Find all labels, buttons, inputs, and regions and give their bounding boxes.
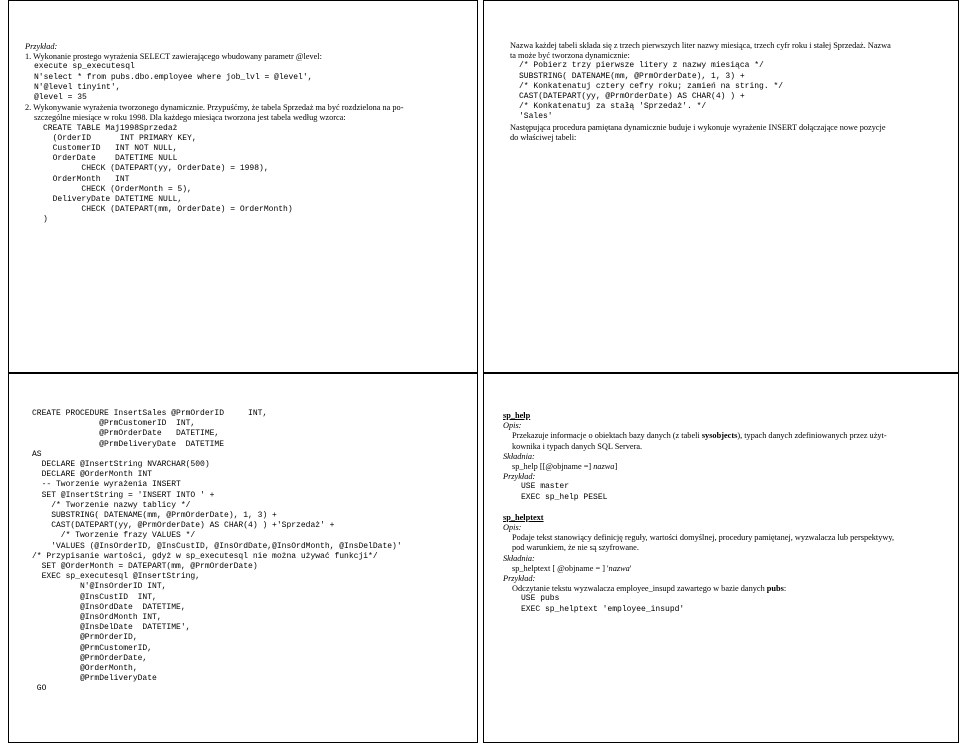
code-line: N'select * from pubs.dbo.employee where job_lvl = @level', [34, 72, 313, 82]
code-line: OrderDate DATETIME NULL [43, 154, 178, 164]
syntax-label: Składnia: [503, 553, 535, 563]
slide-top-right [483, 0, 959, 373]
code-line: (OrderID INT PRIMARY KEY, [43, 133, 197, 143]
paragraph-cont: ta może być tworzona dynamicznie: [510, 51, 630, 61]
code-line: @PrmOrderDate DATETIME, [32, 429, 220, 439]
code-line: N'@level tinyint', [34, 82, 121, 92]
code-line: SUBSTRING( DATENAME(mm, @PrmOrderDate), 1, 3) + [519, 71, 745, 81]
slide-top-left [8, 0, 478, 373]
description: Przekazuje informacje o obiektach bazy danych (z tabeli sysobjects), typach danych zdefiniowanych przez użyt- [512, 431, 887, 441]
code-line: @PrmOrderDate, [32, 653, 148, 663]
code-line: CHECK (DATEPART(mm, OrderDate) = OrderMonth) [43, 205, 293, 215]
description-label: Opis: [503, 421, 522, 431]
example-label: Przykład: [25, 42, 58, 51]
description: Podaje tekst stanowiący definicję reguły, wartości domyślnej, procedury pamiętanej, wyzwalacza lub perspektywy, [512, 533, 895, 543]
paragraph-cont: do właściwej tabeli: [510, 132, 577, 142]
example-item-2: 2. Wykonywanie wyrażenia tworzonego dynamicznie. Przypuśćmy, że tabela Sprzedaż ma być rozdzielona na po- [25, 103, 404, 113]
code-line: @OrderMonth, [32, 664, 138, 674]
sp-help-title: sp_help [503, 411, 531, 420]
code-line: /* Pobierz trzy pierwsze litery z nazwy miesiąca */ [519, 61, 764, 71]
code-line: /* Tworzenie nazwy tablicy */ [32, 500, 191, 510]
code-line: USE pubs [521, 594, 560, 604]
paragraph: Nazwa każdej tabeli składa się z trzech pierwszych liter nazwy miesiąca, trzech cyfr roku i stałej Sprzedaż. Nazwa [510, 41, 891, 50]
code-line: USE master [521, 482, 570, 492]
code-line: CAST(DATEPART(yy, @PrmOrderDate) AS CHAR(4) ) + [519, 92, 745, 102]
code-line: CREATE PROCEDURE InsertSales @PrmOrderID INT, [32, 409, 268, 418]
code-line: @InsCustID INT, [32, 592, 157, 602]
code-line: /* Przypisanie wartości, gdyż w sp_executesql nie można używać funkcji*/ [32, 551, 378, 561]
syntax: sp_help [[@objname =] nazwa] [512, 462, 618, 472]
example-item-2-cont: szczególne miesiące w roku 1998. Dla każdego miesiąca tworzona jest tabela według wzorca: [34, 113, 346, 123]
sp-helptext-title: sp_helptext [503, 512, 544, 522]
code-line: @InsOrdMonth INT, [32, 613, 162, 623]
code-line: @PrmOrderID, [32, 633, 138, 643]
example-label: Przykład: [503, 472, 536, 482]
code-line: ) [43, 215, 48, 225]
code-line: CREATE TABLE Maj1998Sprzedaż [43, 123, 178, 133]
code-line: 'VALUES (@InsOrderID, @InsCustID, @InsOrdDate,@InsOrdMonth, @InsDelDate)' [32, 541, 402, 551]
code-line: @PrmCustomerID, [32, 643, 153, 653]
code-line: CHECK (DATEPART(yy, OrderDate) = 1998), [43, 164, 269, 174]
paragraph: Następująca procedura pamiętana dynamicznie buduje i wykonuje wyrażenie INSERT dołączające nowe pozycje [510, 122, 886, 132]
code-line: CHECK (OrderMonth = 5), [43, 184, 192, 194]
code-line: @PrmDeliveryDate DATETIME [32, 439, 225, 449]
code-line: /* Konkatenatuj za stałą 'Sprzedaż'. */ [519, 102, 707, 112]
code-line: execute sp_executesql [34, 62, 135, 72]
code-line: @PrmCustomerID INT, [32, 419, 196, 429]
code-line: SET @InsertString = 'INSERT INTO ' + [32, 490, 215, 500]
code-line: SUBSTRING( DATENAME(mm, @PrmOrderDate), 1, 3) + [32, 511, 277, 521]
code-line: EXEC sp_help PESEL [521, 492, 608, 502]
example-item-1: 1. Wykonanie prostego wyrażenia SELECT zawierającego wbudowany parametr @level: [25, 52, 322, 62]
code-line: 'Sales' [519, 112, 553, 122]
code-line: @InsDelDate DATETIME', [32, 623, 191, 633]
syntax-label: Składnia: [503, 451, 535, 461]
code-line: EXEC sp_helptext 'employee_insupd' [521, 604, 685, 614]
code-line: @level = 35 [34, 93, 87, 103]
code-line: /* Konkatenatuj cztery cefry roku; zamień na string. */ [519, 81, 784, 91]
example-label: Przykład: [503, 574, 536, 584]
description-cont: pod warunkiem, że nie są szyfrowane. [512, 543, 639, 553]
code-line: DeliveryDate DATETIME NULL, [43, 195, 183, 205]
code-line: @InsOrdDate DATETIME, [32, 602, 186, 612]
code-line: CustomerID INT NOT NULL, [43, 144, 178, 154]
description-cont: kownika i typach danych SQL Servera. [512, 441, 643, 451]
code-line: CAST(DATEPART(yy, @PrmOrderDate) AS CHAR(4) ) +'Sprzedaż' + [32, 521, 335, 531]
code-line: @PrmDeliveryDate [32, 674, 157, 684]
code-line: DECLARE @InsertString NVARCHAR(500) [32, 460, 210, 470]
example-description: Odczytanie tekstu wyzwalacza employee_insupd zawartego w bazie danych pubs: [512, 584, 787, 594]
slide-top-right-content [510, 41, 950, 143]
code-line: N'@InsOrderID INT, [32, 582, 167, 592]
code-line: GO [32, 684, 47, 694]
code-line: /* Tworzenie frazy VALUES */ [32, 531, 196, 541]
code-line: -- Tworzenie wyrażenia INSERT [32, 480, 181, 490]
code-line: OrderMonth INT [43, 174, 130, 184]
code-line: SET @OrderMonth = DATEPART(mm, @PrmOrderDate) [32, 562, 258, 572]
code-line: AS [32, 449, 42, 459]
slide-bottom-right-content [503, 411, 943, 615]
code-line: DECLARE @OrderMonth INT [32, 470, 153, 480]
slide-top-left-content [25, 42, 465, 226]
syntax: sp_helptext [ @objname = ] 'nazwa' [512, 563, 632, 573]
code-line: EXEC sp_executesql @InsertString, [32, 572, 201, 582]
slide-bottom-left-content [32, 409, 402, 695]
description-label: Opis: [503, 523, 522, 533]
